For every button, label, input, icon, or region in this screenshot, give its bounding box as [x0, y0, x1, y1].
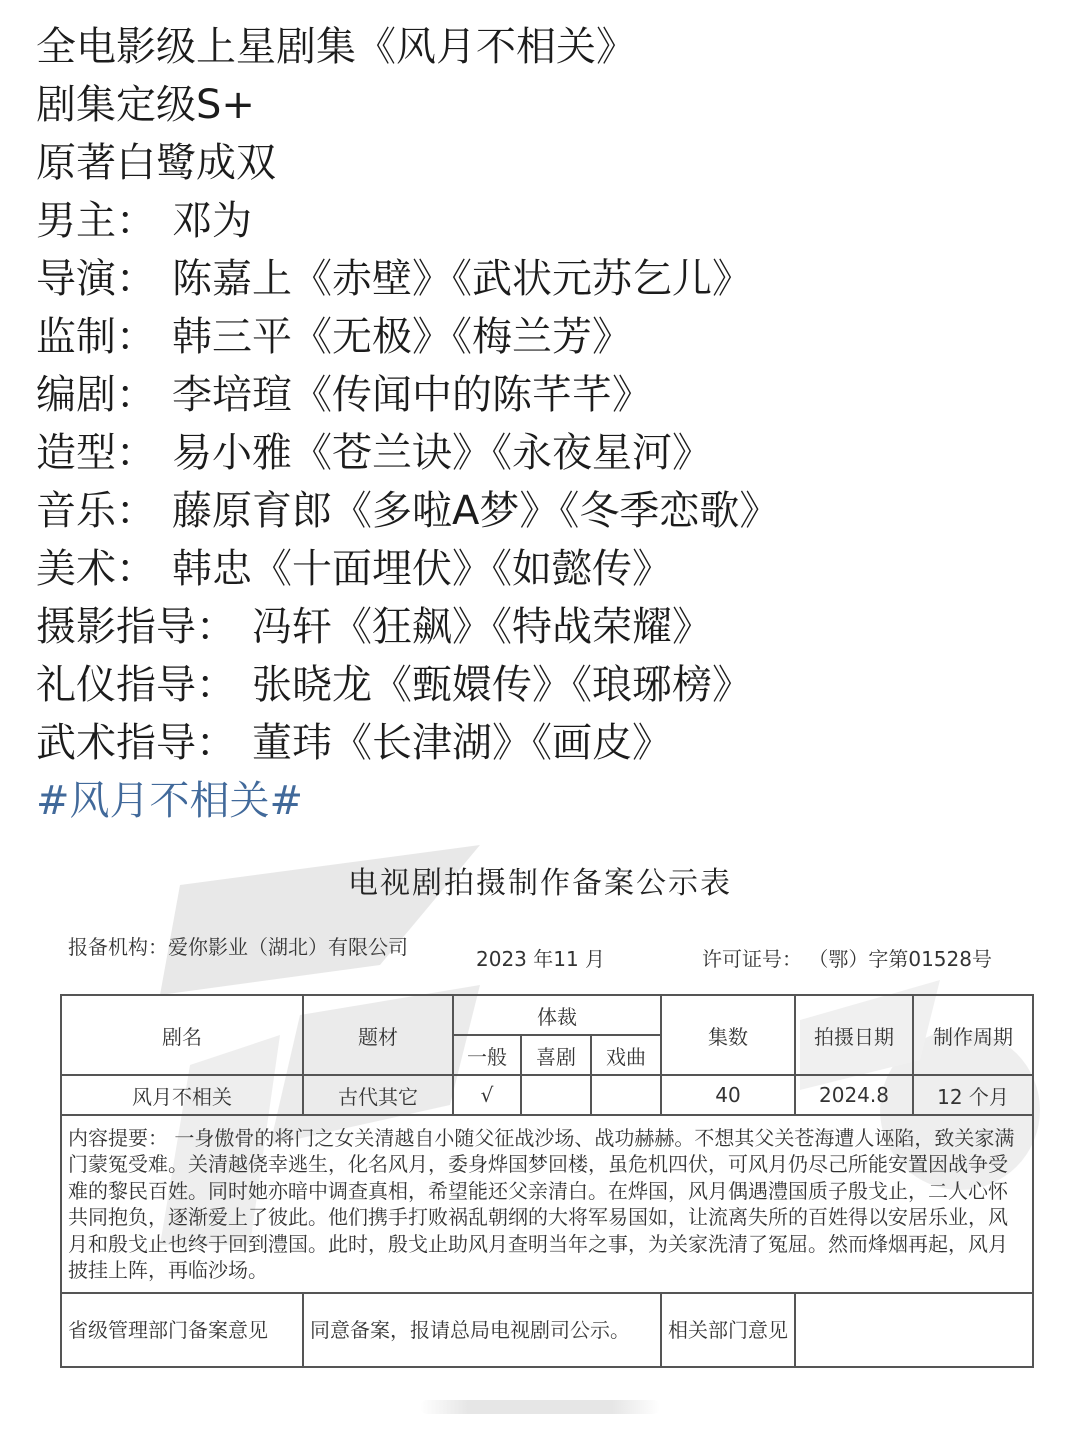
cell-general: √: [453, 1075, 521, 1115]
related-opinion: [795, 1293, 1033, 1367]
martial-key: 武术指导：: [36, 720, 236, 766]
styling-value: 易小雅《苍兰诀》《永夜星河》: [172, 430, 712, 476]
photography-value: 冯轩《狂飙》《特战荣耀》: [252, 604, 712, 650]
filing-date: 2023 年11 月: [476, 947, 606, 971]
post-line-photography: [36, 598, 1056, 656]
etiquette-key: 礼仪指导：: [36, 662, 236, 708]
director-key: 导演：: [36, 256, 156, 302]
cell-period: 12 个月: [913, 1075, 1033, 1115]
writer-value: 李培瑄《传闻中的陈芊芊》: [172, 372, 652, 418]
related-label: 相关部门意见: [661, 1293, 795, 1367]
styling-key: 造型：: [36, 430, 156, 476]
cell-name: 风月不相关: [61, 1075, 303, 1115]
opinion-row: [61, 1293, 1033, 1367]
post-line-styling: [36, 424, 1056, 482]
license-number: 许可证号： （鄂）字第01528号: [702, 947, 992, 971]
table-row: [61, 1075, 1033, 1115]
post-line-art: [36, 540, 1056, 598]
art-key: 美术：: [36, 546, 156, 592]
cell-shoot-date: 2024.8: [795, 1075, 913, 1115]
image-indicator: [420, 1400, 660, 1414]
header-episodes: 集数: [661, 995, 795, 1075]
provincial-label: 省级管理部门备案意见: [61, 1293, 303, 1367]
post-line-music: [36, 482, 1056, 540]
filing-document-image[interactable]: [0, 840, 1080, 1360]
cell-episodes: 40: [661, 1075, 795, 1115]
cell-comedy: [521, 1075, 591, 1115]
header-shoot-date: 拍摄日期: [795, 995, 913, 1075]
post-line-hashtag: [36, 772, 1056, 830]
header-genre-comedy: 喜剧: [521, 1035, 591, 1075]
writer-key: 编剧：: [36, 372, 156, 418]
document-title: 电视剧拍摄制作备案公示表: [348, 866, 732, 901]
martial-value: 董玮《长津湖》《画皮》: [252, 720, 672, 766]
table-header-row: [61, 995, 1033, 1035]
post-line-etiquette: [36, 656, 1056, 714]
header-name: 剧名: [61, 995, 303, 1075]
director-value: 陈嘉上《赤壁》《武状元苏乞儿》: [172, 256, 752, 302]
post-text: [36, 18, 1056, 830]
post-line-writer: [36, 366, 1056, 424]
source-text: 原著白鹭成双: [36, 140, 276, 186]
producer-key: 监制：: [36, 314, 156, 360]
post-line-headline: [36, 18, 1056, 76]
header-genre: 体裁: [453, 995, 661, 1035]
filing-org: 报备机构：爱你影业（湖北）有限公司: [68, 935, 408, 959]
lead-value: 邓为: [172, 198, 252, 244]
producer-value: 韩三平《无极》《梅兰芳》: [172, 314, 632, 360]
content-summary: 内容提要： 一身傲骨的将门之女关清越自小随父征战沙场、战功赫赫。不想其父关苍海遭人诬陷，致关家满门蒙冤受难。关清越侥幸逃生，化名风月，委身烨国梦回楼，虽危机四伏，可风月仍尽己所能安置因战争受难的黎民百姓。同时她亦暗中调查真相，希望能还父亲清白。在烨国，风月偶遇澧国质子殷戈止，二人心怀共同抱负，逐渐爱上了彼此。他们携手打败祸乱朝纲的大将军易国如，让流离失所的百姓得以安居乐业，风月和殷戈止也终于回到澧国。此时，殷戈止助风月查明当年之事，为关家洗清了冤屈。然而烽烟再起，风月披挂上阵，再临沙场。: [61, 1115, 1033, 1293]
music-value: 藤原育郎《多啦A梦》《冬季恋歌》: [172, 488, 780, 534]
header-genre-opera: 戏曲: [591, 1035, 661, 1075]
post-line-source: [36, 134, 1056, 192]
cell-subject: 古代其它: [303, 1075, 453, 1115]
summary-row: [61, 1115, 1033, 1293]
header-subject: 题材: [303, 995, 453, 1075]
music-key: 音乐：: [36, 488, 156, 534]
art-value: 韩忠《十面埋伏》《如懿传》: [172, 546, 672, 592]
cell-opera: [591, 1075, 661, 1115]
post-line-martial: [36, 714, 1056, 772]
photography-key: 摄影指导：: [36, 604, 236, 650]
etiquette-value: 张晓龙《甄嬛传》《琅琊榜》: [252, 662, 752, 708]
post-line-lead: [36, 192, 1056, 250]
lead-key: 男主：: [36, 198, 156, 244]
hashtag-link[interactable]: #风月不相关#: [36, 778, 304, 824]
filing-table: [60, 994, 1034, 1368]
provincial-opinion: 同意备案，报请总局电视剧司公示。: [303, 1293, 661, 1367]
grade-text: 剧集定级S+: [36, 82, 255, 128]
post-line-grade: [36, 76, 1056, 134]
header-genre-general: 一般: [453, 1035, 521, 1075]
header-period: 制作周期: [913, 995, 1033, 1075]
headline-text: 全电影级上星剧集《风月不相关》: [36, 24, 636, 70]
post-line-producer: [36, 308, 1056, 366]
post-line-director: [36, 250, 1056, 308]
